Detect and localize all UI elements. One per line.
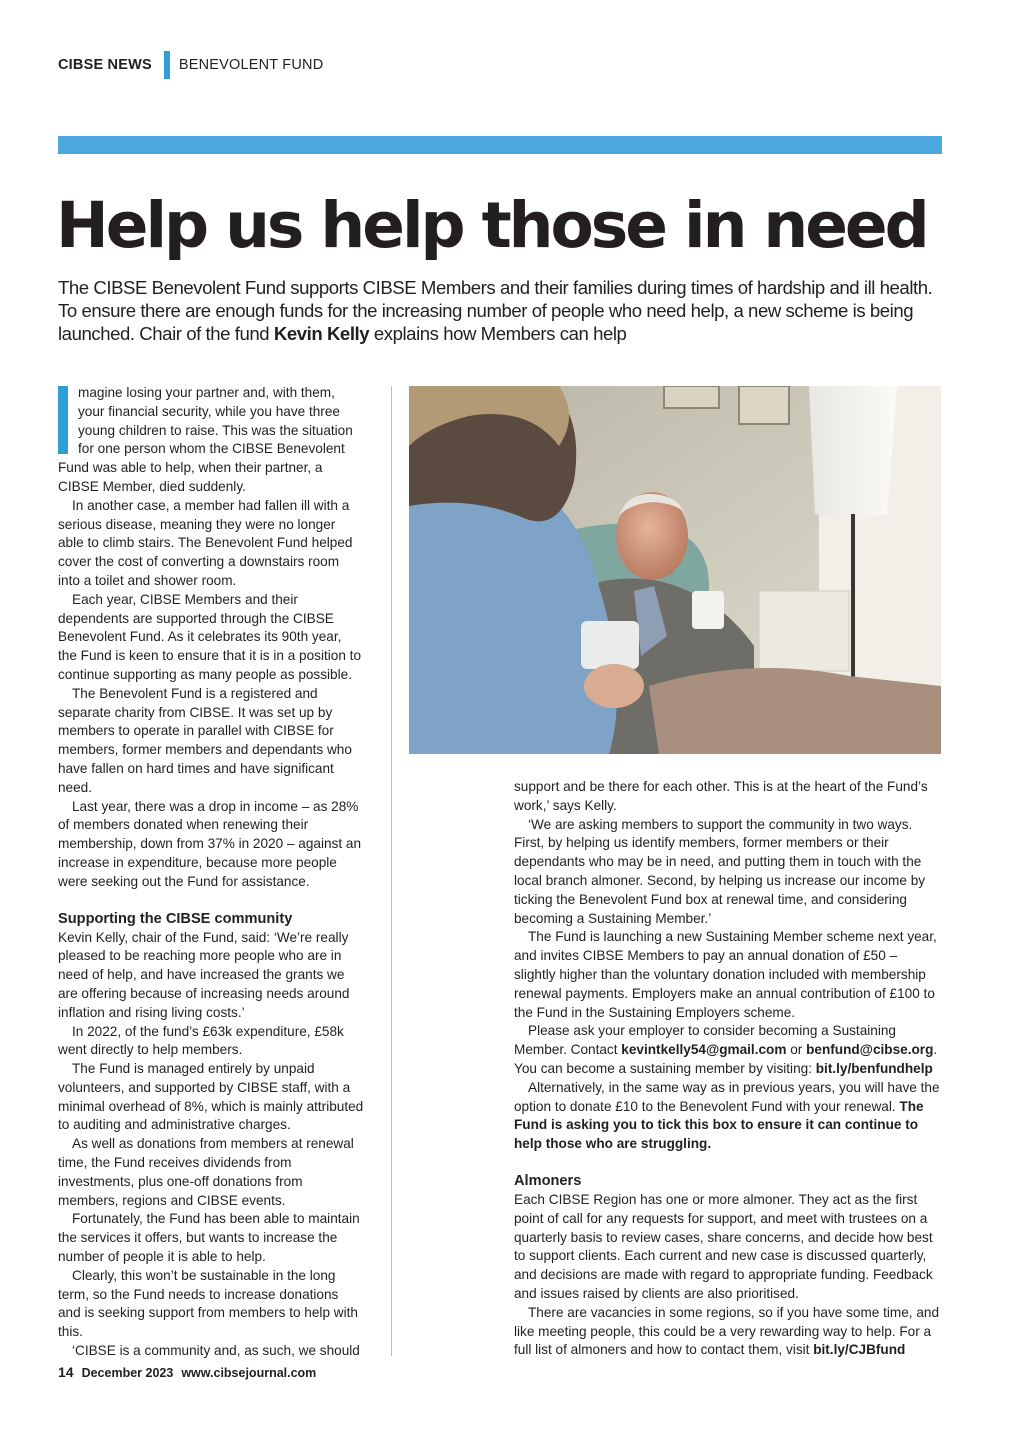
benfundhelp-link[interactable]: bit.ly/benfundhelp bbox=[815, 1060, 933, 1076]
paragraph: Clearly, this won’t be sustainable in the long term, so the Fund needs to increase donations and is seeking support from members to help with this. bbox=[58, 1267, 358, 1340]
column-divider bbox=[391, 386, 392, 1356]
paragraph: In another case, a member had fallen ill with a serious disease, meaning they were no longer able to climb stairs. The Benevolent Fund helped cover the cost of converting a downstairs room into a toilet and shower room. bbox=[58, 497, 353, 588]
contact-paragraph: Please ask your employer to consider becoming a Sustaining Member. Contact kevintkelly54@gmail.com or benfund@cibse.org. You can become a sustaining member by visiting: bit.ly/benfundhelp bbox=[514, 1023, 938, 1076]
cjbfund-link[interactable]: bit.ly/CJBfund bbox=[813, 1342, 906, 1358]
paragraph: Fortunately, the Fund has been able to maintain the services it offers, but wants to increase the number of people it is able to help. bbox=[58, 1211, 360, 1265]
article-headline: Help us help those in need bbox=[56, 189, 927, 262]
paragraph: ‘CIBSE is a community and, as such, we should bbox=[72, 1343, 360, 1359]
paragraph: The Fund is managed entirely by unpaid volunteers, and supported by CIBSE staff, with a minimal overhead of 8%, which is mainly attributed to auditing and administrative charges. bbox=[58, 1061, 364, 1133]
subheading-almoners: Almoners bbox=[514, 1172, 582, 1189]
opening-paragraph: magine losing your partner and, with them, your financial security, while you have three young children to raise. This was the situation for one person whom the CIBSE Benevolent Fund was able to help, when their partner, a CIBSE Member, died suddenly. bbox=[58, 385, 353, 494]
paragraph: Each CIBSE Region has one or more almoner. They act as the first point of call for any requests for support, and meet with trustees on a quarterly basis to review cases, share concerns, and decide how best to support clients. Each current and new case is discussed quarterly, and decisions are made with regard to appropriate funding. Feedback and issues raised by clients are also prioritised. bbox=[514, 1191, 933, 1301]
paragraph: There are vacancies in some regions, so if you have some time, and like meeting people, this could be a very rewarding way to help. For a full list of almoners and how to contact them, visit bit.ly/CJBfund bbox=[514, 1304, 940, 1358]
email-link-kelly[interactable]: kevintkelly54@gmail.com bbox=[621, 1042, 787, 1058]
picture-frame bbox=[664, 386, 719, 408]
page-number: 14 bbox=[58, 1364, 74, 1380]
paragraph: The Fund is launching a new Sustaining Member scheme next year, and invites CIBSE Members to pay an annual donation of £50 – slightly higher than the voluntary donation included with membership renewal payments. Employers make an annual contribution of £100 to the Fund in the Sustaining Employers scheme. bbox=[514, 929, 937, 1020]
issue-date: December 2023 bbox=[81, 1366, 174, 1380]
lamp-shade bbox=[809, 386, 897, 519]
author-name: Kevin Kelly bbox=[273, 323, 370, 344]
woman-hand bbox=[584, 664, 644, 708]
paragraph: support and be there for each other. This is at the heart of the Fund’s work,’ says Kelly. bbox=[514, 779, 928, 813]
paragraph: As well as donations from members at renewal time, the Fund receives dividends from investments, plus one-off donations from members, regions and CIBSE events. bbox=[58, 1136, 354, 1208]
paragraph: Last year, there was a drop in income – as 28% of members donated when renewing their membership, down from 37% in 2020 – against an increase in expenditure, because more people were seeking out the Fund for assistance. bbox=[58, 798, 362, 889]
header-divider-bar bbox=[164, 51, 170, 79]
drop-cap-bar bbox=[58, 386, 68, 454]
paragraph: The Benevolent Fund is a registered and separate charity from CIBSE. It was set up by members to operate in parallel with CIBSE for members, former members and dependants who have fallen on hard times and have significant need. bbox=[58, 685, 352, 795]
article-column-left bbox=[58, 384, 364, 1361]
subheading-community: Supporting the CIBSE community bbox=[58, 910, 293, 927]
paragraph: In 2022, of the fund’s £63k expenditure, £58k went directly to help members. bbox=[58, 1023, 344, 1058]
mug bbox=[692, 591, 724, 629]
page-footer bbox=[58, 1364, 316, 1380]
email-link-benfund[interactable]: benfund@cibse.org bbox=[806, 1042, 934, 1058]
radiator bbox=[759, 591, 849, 671]
section-label: CIBSE NEWS bbox=[58, 57, 152, 73]
article-column-right bbox=[514, 778, 942, 1360]
running-header bbox=[58, 50, 323, 80]
call-to-action: The Fund is asking you to tick this box to ensure it can continue to help those who are struggling. bbox=[514, 1098, 924, 1152]
woman-mug bbox=[581, 621, 639, 669]
subsection-label: BENEVOLENT FUND bbox=[178, 57, 324, 73]
website-link[interactable]: www.cibsejournal.com bbox=[181, 1366, 317, 1380]
accent-band bbox=[58, 136, 942, 154]
paragraph: Kevin Kelly, chair of the Fund, said: ‘We’re really pleased to be reaching more people who are in need of help, and have increased the grants we are offering because of increasing needs around inflation and rising living costs.’ bbox=[58, 929, 350, 1020]
paragraph: ‘We are asking members to support the community in two ways. First, by helping us identify members, former members or their dependants who may be in need, and putting them in touch with the local branch almoner. Second, by helping us increase our income by ticking the Benevolent Fund box at renewal time, and considering becoming a Sustaining Member.’ bbox=[514, 816, 926, 926]
article-standfirst bbox=[58, 276, 948, 345]
paragraph: Each year, CIBSE Members and their dependents are supported through the CIBSE Benevolent Fund. As it celebrates its 90th year, the Fund is keen to ensure that it is in a position to continue supporting as many people as possible. bbox=[58, 591, 362, 682]
standfirst-tail: explains how Members can help bbox=[369, 323, 627, 344]
standfirst-lead: The CIBSE Benevolent Fund supports CIBSE Members and their families during times of hardship and ill health. To ensure there are enough funds for the increasing number of people who need help, a new scheme is being launched. Chair of the fund bbox=[58, 277, 933, 344]
picture-frame bbox=[739, 386, 789, 424]
article-photo bbox=[409, 386, 941, 754]
paragraph: Alternatively, in the same way as in previous years, you will have the option to donate £10 to the Benevolent Fund with your renewal. The Fund is asking you to tick this box to ensure it can continue to help those who are struggling. bbox=[514, 1079, 940, 1152]
